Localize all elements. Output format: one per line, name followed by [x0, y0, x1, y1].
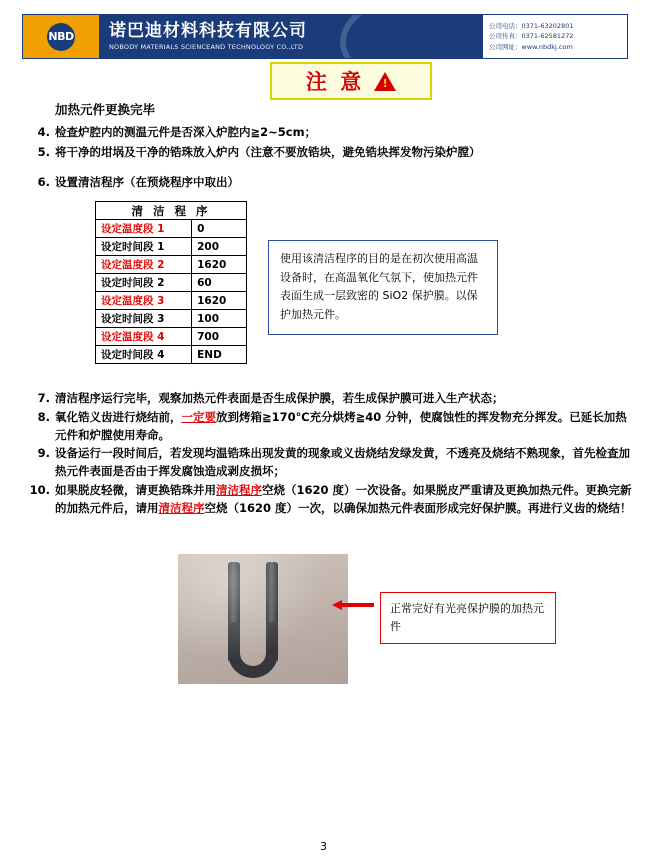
plain-text: 如果脱皮轻微，请更换锆珠并用: [55, 483, 216, 498]
program-param-label: 设定时间段 3: [96, 310, 192, 328]
step-number: 5.: [37, 144, 50, 159]
contact-phone: 公司电话：0371-63202801: [489, 22, 574, 31]
program-param-label: 设定时间段 4: [96, 346, 192, 364]
list-item: [28, 390, 632, 408]
section-subtitle: 加热元件更换完毕: [55, 102, 156, 117]
plain-text: 空烧（1620 度）一次，以确保加热元件表面形成完好保护膜。再进行义齿的烧结！: [204, 500, 632, 515]
table-title: 清 洁 程 序: [96, 202, 247, 220]
table-header-row: [96, 202, 247, 220]
page-number: 3: [320, 840, 327, 853]
document-header: [22, 14, 628, 59]
program-param-value: 1620: [192, 256, 247, 274]
table-row: [96, 220, 247, 238]
heating-element-photo: [178, 554, 348, 684]
program-param-label: 设定时间段 1: [96, 238, 192, 256]
arrow-shaft: [340, 603, 374, 607]
list-item: [28, 174, 628, 192]
list-item: [28, 445, 632, 481]
list-item: [28, 124, 628, 142]
table-row: [96, 274, 247, 292]
step-number: 4.: [37, 125, 50, 139]
company-name-cn: 诺巴迪材料科技有限公司: [109, 20, 307, 41]
step-number: 9.: [37, 446, 50, 461]
step-text: [55, 482, 632, 518]
plain-text: 放到烤箱≧170℃充分烘烤≧40 分钟，使腐蚀性的挥发物充分挥发。已延长加热元件和炉膛使用寿命。: [55, 409, 627, 442]
program-param-value: END: [192, 346, 247, 364]
note-box: 使用该清洁程序的目的是在初次使用高温设备时，在高温氧化气氛下，使加热元件表面生成一层致密的 SiO2 保护膜。以保护加热元件。: [268, 240, 498, 335]
table-row: [96, 346, 247, 364]
program-param-label: 设定温度段 3: [96, 292, 192, 310]
plain-text: 清洁程序运行完毕，观察加热元件表面是否生成保护膜，若生成保护膜可进入生产状态；: [55, 391, 504, 405]
program-param-label: 设定温度段 4: [96, 328, 192, 346]
program-param-value: 100: [192, 310, 247, 328]
step-text: 检查炉腔内的测温元件是否深入炉腔内≧2~5cm；: [55, 125, 317, 139]
step-text: [55, 409, 632, 445]
step-text: 设置清洁程序（在预烧程序中取出）: [55, 175, 239, 189]
attention-label: 注 意: [305, 70, 365, 94]
step-number: 7.: [37, 391, 50, 405]
emphasis-text: 清洁程序: [216, 483, 262, 498]
step-number: 10.: [29, 483, 50, 498]
company-logo: [23, 15, 99, 58]
program-param-value: 200: [192, 238, 247, 256]
step-text: [55, 445, 632, 481]
pointer-arrow-icon: [332, 600, 378, 610]
photo-caption-box: 正常完好有光亮保护膜的加热元件: [380, 592, 556, 644]
decorative-swoosh: [340, 15, 482, 58]
program-param-label: 设定温度段 1: [96, 220, 192, 238]
emphasis-text: 清洁程序: [158, 500, 205, 515]
attention-banner: [270, 62, 432, 100]
step-number: 6.: [37, 175, 50, 189]
program-param-value: 60: [192, 274, 247, 292]
plain-text: 空烧（1620 度）一次设备。如果脱皮严重请及更换加热元件。更换完新的加热元件后，请用: [55, 483, 632, 515]
contact-fax: 公司传真：0371-62581272: [489, 32, 574, 41]
company-contacts: [482, 15, 627, 58]
program-param-label: 设定温度段 2: [96, 256, 192, 274]
step-number: 8.: [37, 409, 50, 424]
table-row: [96, 292, 247, 310]
step-text: [55, 390, 632, 408]
plain-text: 设备运行一段时间后，若发现均温锆珠出现发黄的现象或义齿烧结发绿发黄，不透亮及烧结不熟现象，首先检查加热元件表面是否由于挥发腐蚀造成剥皮损坏；: [55, 446, 630, 479]
emphasis-text: 一定要: [181, 409, 216, 424]
table-row: [96, 310, 247, 328]
steps-bottom-list: [28, 390, 632, 519]
company-name-en: NOBODY MATERIALS SCIENCEAND TECHNOLOGY CO.,LTD: [109, 43, 304, 52]
warning-triangle-icon: [374, 72, 396, 91]
contact-website: 公司网址：www.nbdkj.com: [489, 42, 573, 51]
table-row: [96, 238, 247, 256]
list-item: [28, 482, 632, 518]
logo-mark: NBD: [47, 23, 75, 51]
photo-highlight: [178, 554, 348, 684]
steps-top-list: [28, 124, 628, 164]
list-item: [28, 409, 632, 445]
table-row: [96, 256, 247, 274]
table-row: [96, 328, 247, 346]
steps-six-block: [28, 174, 628, 194]
list-item: [28, 144, 628, 162]
clean-program-table: [95, 201, 247, 364]
company-name-block: [99, 15, 482, 58]
step-text: 将干净的坩埚及干净的锆珠放入炉内（注意不要放锆块，避免锆块挥发物污染炉膛）: [55, 144, 481, 159]
plain-text: 氧化锆义齿进行烧结前，: [55, 409, 182, 424]
program-param-value: 0: [192, 220, 247, 238]
program-param-value: 1620: [192, 292, 247, 310]
program-param-value: 700: [192, 328, 247, 346]
program-param-label: 设定时间段 2: [96, 274, 192, 292]
